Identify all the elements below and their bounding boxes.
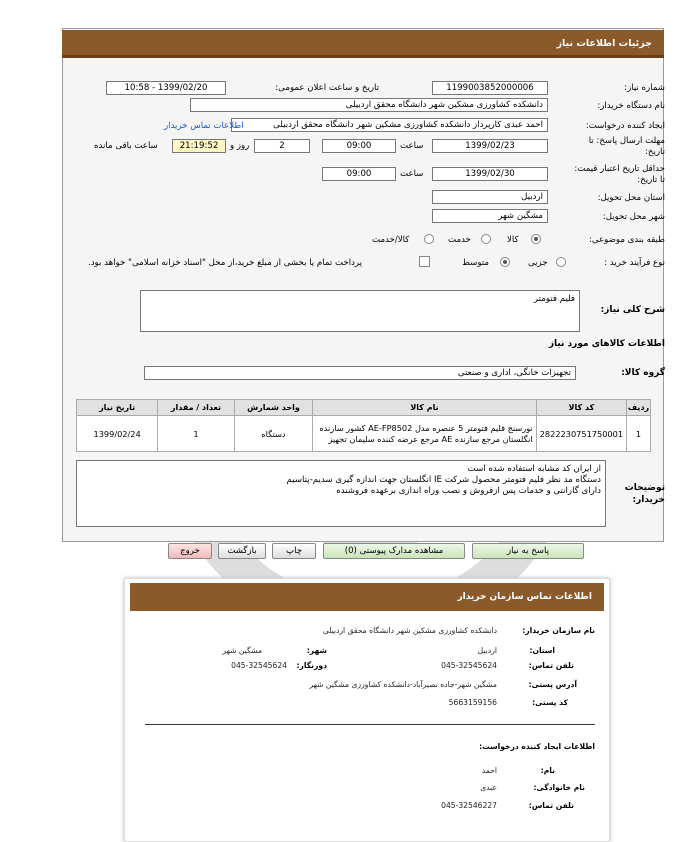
buyer-field: دانشکده کشاورزی مشکین شهر دانشگاه محقق اردبیلی bbox=[190, 98, 548, 112]
treasury-payment-note: پرداخت تمام یا بخشی از مبلغ خرید،از محل "اسناد خزانه اسلامی" خواهد بود. bbox=[88, 258, 363, 268]
category-both-radio[interactable] bbox=[424, 234, 434, 244]
validity-time-field: 09:00 bbox=[322, 167, 396, 181]
org-label: نام سازمان خریدار: bbox=[522, 626, 595, 635]
validity-label: حداقل تاریخ اعتبار قیمت: تا تاریخ: bbox=[574, 164, 665, 185]
category-service-label: خدمت bbox=[448, 235, 471, 245]
contact-city-label: شهر: bbox=[306, 646, 327, 655]
buyer-notes-textarea[interactable] bbox=[76, 460, 606, 527]
cell-row: 1 bbox=[627, 416, 651, 452]
reply-button[interactable]: پاسخ به نیاز bbox=[472, 543, 584, 559]
buyer-notes-line1: از ایران کد مشابه استفاده شده است bbox=[467, 464, 601, 474]
contact-city-value: مشگین شهر bbox=[222, 646, 262, 655]
creator-field: احمد عبدی کارپرداز دانشکده کشاورزی مشکین شهر دانشگاه محقق اردبیلی bbox=[231, 118, 548, 132]
need-number-field: 1199003852000006 bbox=[432, 81, 548, 95]
contact-card-title: اطلاعات تماس سازمان خریدار bbox=[130, 583, 604, 611]
process-medium-label: متوسط bbox=[462, 258, 489, 268]
process-partial-radio[interactable] bbox=[556, 257, 566, 267]
print-button[interactable]: چاپ bbox=[272, 543, 316, 559]
exit-button[interactable]: خروج bbox=[168, 543, 212, 559]
col-qty: تعداد / مقدار bbox=[158, 400, 234, 416]
postal-value: 5663159156 bbox=[448, 698, 497, 707]
validity-time-label: ساعت bbox=[400, 169, 424, 179]
days-label: روز و bbox=[230, 141, 250, 151]
goods-group-label: گروه کالا: bbox=[621, 368, 665, 378]
col-name: نام کالا bbox=[313, 400, 536, 416]
goods-table bbox=[76, 399, 651, 452]
phone-value: 045-32545624 bbox=[441, 661, 497, 670]
col-unit: واحد شمارش bbox=[234, 400, 313, 416]
category-label: طبقه بندی موضوعی: bbox=[588, 235, 665, 245]
city-label: شهر محل تحویل: bbox=[602, 212, 665, 222]
back-button[interactable]: بازگشت bbox=[218, 543, 266, 559]
goods-section-title: اطلاعات کالاهای مورد نیاز bbox=[548, 339, 665, 349]
address-label: آدرس پستی: bbox=[528, 680, 577, 689]
cell-name: نورسنج فلیم فتومتر 5 عنصره مدل AE-FP8502 کشور سازنده انگلستان مرجع سازنده AE مرجع عرضه کننده سلیمان تجهیز bbox=[313, 416, 536, 452]
creator-family-label: نام خانوادگی: bbox=[533, 783, 585, 792]
goods-group-field: تجهیزات خانگی، اداری و صنعتی bbox=[144, 366, 576, 380]
creator-phone-value: 045-32546227 bbox=[441, 801, 497, 810]
page-title: جزئیات اطلاعات نیاز bbox=[62, 30, 664, 58]
remaining-label: ساعت باقی مانده bbox=[94, 141, 158, 151]
buyer-contact-link[interactable]: اطلاعات تماس خریدار bbox=[164, 121, 244, 131]
deadline-time-field: 09:00 bbox=[322, 139, 396, 153]
table-row bbox=[77, 416, 651, 452]
need-number-label: شماره نیاز: bbox=[624, 83, 665, 93]
contact-province-value: اردبیل bbox=[477, 646, 497, 655]
buyer-notes-label: توضیحات خریدار: bbox=[624, 483, 665, 505]
fax-label: دورنگار: bbox=[296, 661, 327, 670]
col-code: کد کالا bbox=[536, 400, 626, 416]
process-label: نوع فرآیند خرید : bbox=[604, 258, 665, 268]
cell-code: 2822230751750001 bbox=[536, 416, 626, 452]
creator-label: ایجاد کننده درخواست: bbox=[585, 121, 665, 131]
address-value: مشگین شهر-جاده نصیرآباد-دانشکده کشاورزی مشگین شهر bbox=[309, 680, 497, 689]
buyer-notes-line2: دستگاه مد نظر فلیم فتومتر محصول شرکت IE انگلستان جهت اندازه گیری سدیم-پتاسیم bbox=[286, 475, 601, 485]
category-goods-radio[interactable] bbox=[531, 234, 541, 244]
creator-name-label: نام: bbox=[540, 766, 555, 775]
announce-label: تاریخ و ساعت اعلان عمومی: bbox=[275, 83, 379, 93]
summary-textarea[interactable]: فلیم فتومتر bbox=[140, 290, 580, 332]
attachments-button[interactable]: مشاهده مدارک پیوستی (0) bbox=[323, 543, 465, 559]
summary-label: شرح کلی نیاز: bbox=[600, 305, 665, 315]
province-field: اردبیل bbox=[432, 190, 548, 204]
postal-label: کد پستی: bbox=[532, 698, 568, 707]
category-both-label: کالا/خدمت bbox=[372, 235, 410, 245]
announce-field: 1399/02/20 - 10:58 bbox=[106, 81, 226, 95]
validity-date-field: 1399/02/30 bbox=[432, 167, 548, 181]
treasury-payment-checkbox[interactable] bbox=[419, 256, 430, 267]
divider bbox=[145, 724, 595, 725]
deadline-time-label: ساعت bbox=[400, 141, 424, 151]
fax-value: 045-32545624 bbox=[231, 661, 287, 670]
category-goods-label: کالا bbox=[507, 235, 519, 245]
creator-name-value: احمد bbox=[481, 766, 497, 775]
col-row: ردیف bbox=[627, 400, 651, 416]
creator-family-value: عبدی bbox=[480, 783, 497, 792]
cell-unit: دستگاه bbox=[234, 416, 313, 452]
phone-label: تلفن تماس: bbox=[528, 661, 574, 670]
contact-province-label: استان: bbox=[529, 646, 555, 655]
creator-phone-label: تلفن تماس: bbox=[528, 801, 574, 810]
deadline-label: مهلت ارسال پاسخ: تا تاریخ: bbox=[588, 136, 665, 157]
province-label: استان محل تحویل: bbox=[597, 193, 665, 203]
process-partial-label: جزیی bbox=[528, 258, 548, 268]
buyer-notes-line3: دارای گارانتی و خدمات پس ازفروش و نصب وراه اندازی برعهده فروشنده bbox=[336, 486, 601, 496]
col-date: تاریخ نیاز bbox=[77, 400, 158, 416]
org-value: دانشکده کشاورزی مشکین شهر دانشگاه محقق اردبیلی bbox=[322, 626, 497, 635]
deadline-date-field: 1399/02/23 bbox=[432, 139, 548, 153]
category-service-radio[interactable] bbox=[481, 234, 491, 244]
cell-qty: 1 bbox=[158, 416, 234, 452]
remaining-time-field: 21:19:52 bbox=[172, 139, 226, 153]
days-field: 2 bbox=[254, 139, 310, 153]
buyer-label: نام دستگاه خریدار: bbox=[597, 101, 665, 111]
process-medium-radio[interactable] bbox=[500, 257, 510, 267]
creator-section-title: اطلاعات ایجاد کننده درخواست: bbox=[479, 742, 595, 751]
city-field: مشگین شهر bbox=[432, 209, 548, 223]
cell-date: 1399/02/24 bbox=[77, 416, 158, 452]
